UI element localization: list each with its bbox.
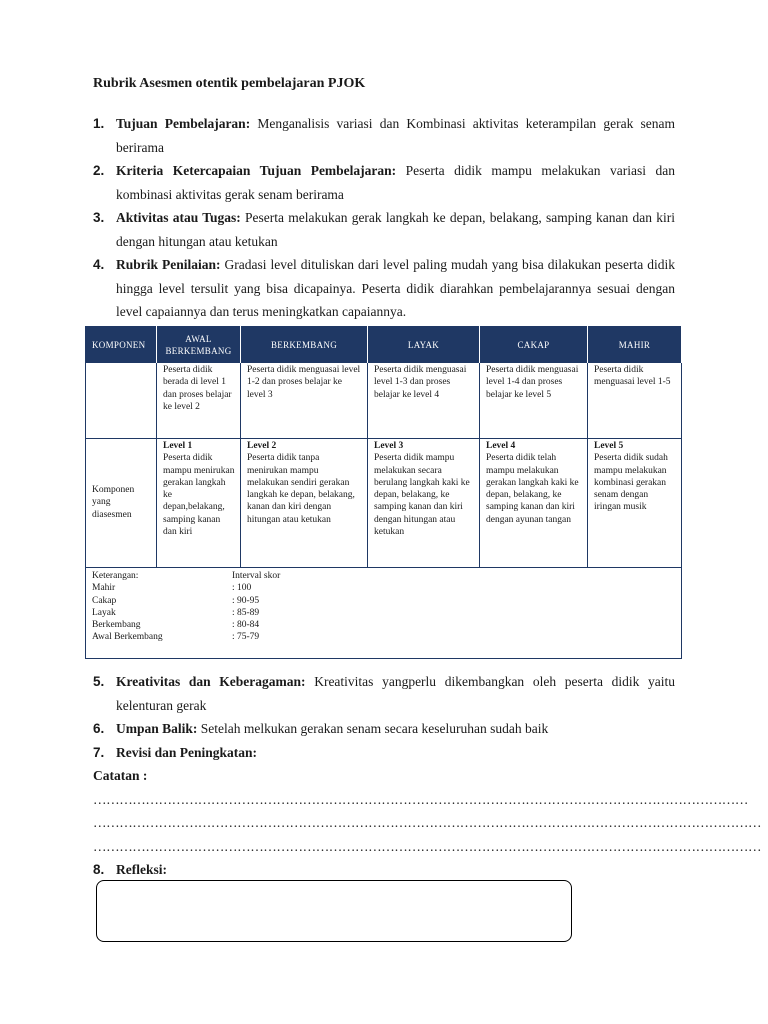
section-text: Menganalisis variasi dan Kombinasi aktivitas keterampilan gerak senam berirama bbox=[116, 116, 676, 155]
keterangan-value: : 90-95 bbox=[232, 595, 260, 606]
section-text: Setelah melkukan gerakan senam secara keseluruhan sudah baik bbox=[197, 721, 549, 736]
keterangan-line bbox=[92, 619, 675, 631]
section-refleksi bbox=[93, 858, 675, 882]
keterangan-name: Mahir bbox=[92, 583, 116, 594]
table-cell: Peserta didik berada di level 1 dan proses belajar ke level 2 bbox=[157, 363, 241, 439]
section-label: Rubrik Penilaian: bbox=[116, 257, 221, 272]
section-text: Peserta melakukan gerak langkah ke depan, belakang, samping kanan dan kiri dengan hitungan atau ketukan bbox=[116, 210, 675, 249]
keterangan-name: Keterangan: bbox=[92, 571, 139, 581]
level-text: Peserta didik tanpa menirukan mampu melakukan sendiri gerakan langkah ke depan, belakang, kanan dan kiri dengan hitungan atau ketukan bbox=[247, 453, 355, 525]
table-cell: Peserta didik menguasai level 1-3 dan proses belajar ke level 4 bbox=[368, 363, 480, 439]
table-header-row bbox=[86, 327, 682, 363]
section-label: Refleksi: bbox=[116, 862, 167, 877]
keterangan-cell bbox=[86, 568, 682, 659]
section-kriteria bbox=[93, 159, 675, 206]
keterangan-name: Cakap bbox=[92, 595, 117, 606]
keterangan-value: : 80-84 bbox=[232, 620, 260, 631]
level-title: Level 1 bbox=[163, 441, 193, 451]
level-cell bbox=[588, 439, 682, 568]
section-number: 4. bbox=[93, 257, 105, 272]
keterangan-value: : 75-79 bbox=[232, 632, 260, 643]
section-text: Gradasi level dituliskan dari level paling mudah yang bisa dilakukan peserta didik hingga level tersulit yang bisa dicapainya. Peserta didik diarahkan pembelajarannya sesuai dengan level capaiannya dan terus meningkatkan capaiannya. bbox=[116, 257, 675, 319]
level-text: Peserta didik sudah mampu melakukan kombinasi gerakan senam dengan iringan musik bbox=[594, 453, 668, 513]
section-number: 8. bbox=[93, 862, 105, 877]
notes-line-1: …………………………………………………………………………………………………………………………………… bbox=[93, 791, 749, 807]
notes-line-3: ……………………………………………………………………………………………………………………………………… bbox=[93, 838, 762, 854]
level-title: Level 2 bbox=[247, 441, 277, 451]
section-label: Aktivitas atau Tugas: bbox=[116, 210, 241, 225]
section-text: Peserta didik mampu melakukan variasi dan kombinasi aktivitas gerak senam berirama bbox=[116, 163, 675, 202]
section-label: Umpan Balik: bbox=[116, 721, 198, 736]
table-cell bbox=[86, 363, 157, 439]
section-number: 3. bbox=[93, 210, 105, 225]
header-berkembang: BERKEMBANG bbox=[241, 327, 368, 363]
section-number: 6. bbox=[93, 721, 105, 736]
section-label: Revisi dan Peningkatan: bbox=[116, 744, 258, 760]
keterangan-line bbox=[92, 582, 675, 594]
section-number: 1. bbox=[93, 116, 105, 131]
level-text: Peserta didik telah mampu melakukan gerakan langkah kaki ke depan, belakang, ke samping kanan dan kiri dengan ayunan tangan bbox=[486, 453, 579, 525]
level-title: Level 5 bbox=[594, 441, 624, 451]
table-cell: Peserta didik menguasai level 1-2 dan proses belajar ke level 3 bbox=[241, 363, 368, 439]
section-aktivitas bbox=[93, 206, 675, 253]
catatan-label: Catatan : bbox=[93, 768, 148, 783]
level-title: Level 3 bbox=[374, 441, 404, 451]
level-title: Level 4 bbox=[486, 441, 516, 451]
table-cell: Peserta didik menguasai level 1-5 bbox=[588, 363, 682, 439]
header-layak: LAYAK bbox=[368, 327, 480, 363]
keterangan-line bbox=[92, 607, 675, 619]
notes-line-2: ……………………………………………………………………………………………………………………………………… bbox=[93, 815, 762, 830]
section-number: 2. bbox=[93, 163, 105, 178]
table-cell: Peserta didik menguasai level 1-4 dan proses belajar ke level 5 bbox=[480, 363, 588, 439]
keterangan-line bbox=[92, 570, 675, 582]
section-number: 7. bbox=[93, 744, 105, 760]
refleksi-box[interactable] bbox=[96, 880, 572, 942]
section-text: Kreativitas yangperlu dikembangkan oleh peserta didik yaitu kelenturan gerak bbox=[116, 674, 675, 713]
header-cakap: CAKAP bbox=[480, 327, 588, 363]
section-tujuan bbox=[93, 112, 675, 159]
keterangan-value: Interval skor bbox=[232, 571, 281, 581]
level-cell bbox=[157, 439, 241, 568]
section-revisi bbox=[93, 741, 675, 765]
rubric-table bbox=[85, 326, 682, 659]
header-awal-berkembang: AWAL BERKEMBANG bbox=[157, 327, 241, 363]
level-text: Peserta didik mampu menirukan gerakan langkah ke depan,belakang, samping kanan dan kiri bbox=[163, 453, 235, 538]
keterangan-value: : 85-89 bbox=[232, 607, 260, 618]
header-komponen: KOMPONEN bbox=[86, 327, 157, 363]
keterangan-line bbox=[92, 595, 675, 607]
keterangan-name: Layak bbox=[92, 607, 116, 618]
section-label: Kreativitas dan Keberagaman: bbox=[116, 674, 306, 689]
section-kreativitas bbox=[93, 670, 675, 717]
level-cell bbox=[241, 439, 368, 568]
page-title: Rubrik Asesmen otentik pembelajaran PJOK bbox=[93, 76, 366, 91]
table-row bbox=[86, 439, 682, 568]
keterangan-line bbox=[92, 631, 675, 643]
sections-part-b bbox=[93, 670, 762, 882]
komponen-label: Komponen yang diasesmen bbox=[86, 439, 157, 568]
section-number: 5. bbox=[93, 674, 105, 689]
keterangan-name: Berkembang bbox=[92, 620, 141, 631]
sections-part-a bbox=[93, 112, 675, 324]
keterangan-row bbox=[86, 568, 682, 659]
section-umpan-balik bbox=[93, 717, 675, 741]
table-row bbox=[86, 363, 682, 439]
section-label: Tujuan Pembelajaran: bbox=[116, 116, 251, 131]
section-label: Kriteria Ketercapaian Tujuan Pembelajaran: bbox=[116, 163, 397, 178]
section-rubrik bbox=[93, 253, 675, 324]
keterangan-value: : 100 bbox=[232, 583, 252, 594]
level-cell bbox=[480, 439, 588, 568]
level-cell bbox=[368, 439, 480, 568]
level-text: Peserta didik mampu melakukan secara berulang langkah kaki ke depan, belakang, ke samping kanan dan kiri dengan hitungan atau ketukan bbox=[374, 453, 470, 538]
keterangan-name: Awal Berkembang bbox=[92, 632, 163, 643]
header-mahir: MAHIR bbox=[588, 327, 682, 363]
